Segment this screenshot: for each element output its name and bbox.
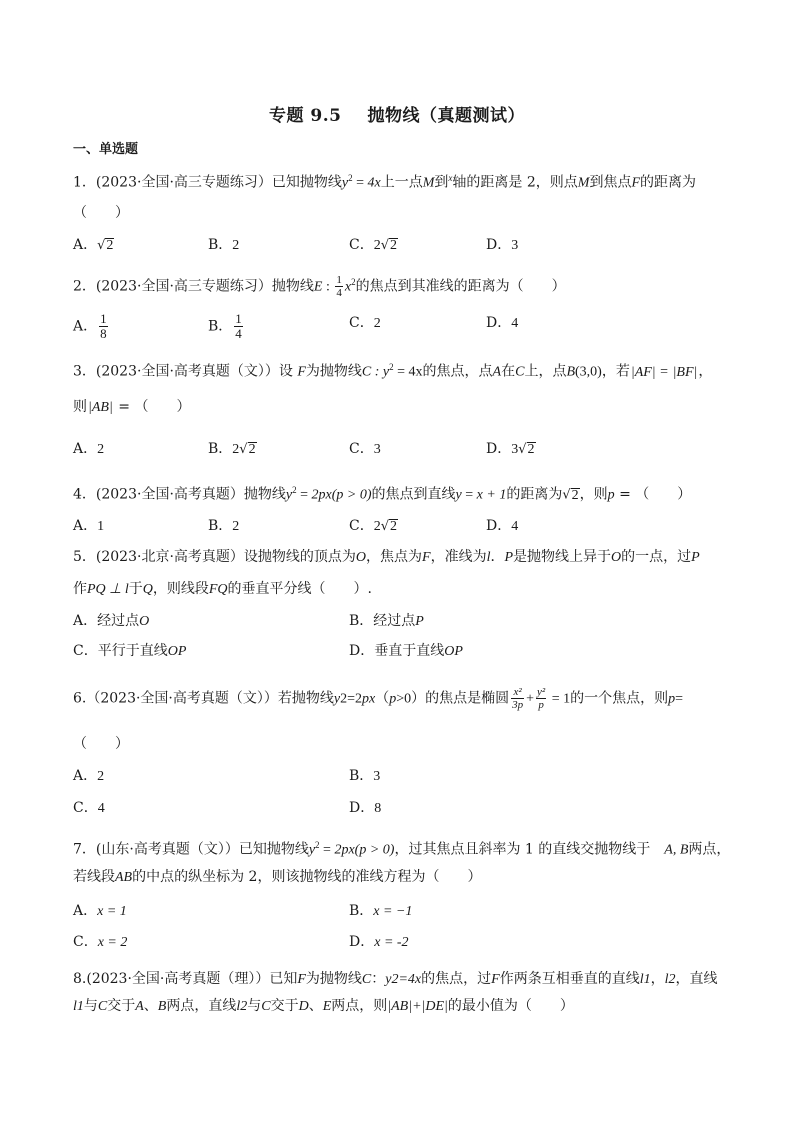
q4-option-a: A．1 bbox=[73, 518, 105, 534]
page-title bbox=[0, 101, 794, 126]
question-6: 6.（2023·全国·高考真题（文））若抛物线y2=2px（p>0）的焦点是椭圆 $\frac{\text{x²}}{3p}$ + $\frac{\text{y²}}{p}$ = 1的一个焦点，则p= bbox=[73, 686, 684, 711]
question-3: 3．(2023·全国·高考真题（文））设 F为抛物线C : $y^2 = 4x$的焦点，点A在C上，点B(3,0)，若|AF| = |BF|， bbox=[73, 362, 713, 380]
q5-option-c: C．平行于直线OP bbox=[73, 643, 187, 659]
q6-option-b: B．3 bbox=[349, 768, 381, 784]
q1-option-b: B．2 bbox=[208, 237, 240, 253]
q1-option-d: D．3 bbox=[486, 237, 519, 253]
q2-option-b: B． $\frac{1}{4}$ bbox=[208, 311, 242, 341]
title-topic: 专题 9.5 bbox=[269, 106, 342, 126]
q7-option-c: C．x = 2 bbox=[73, 934, 128, 950]
question-1-blank: （ ） bbox=[73, 205, 129, 221]
section-heading: 一、单选题 bbox=[73, 142, 139, 157]
question-2: 2．(2023·全国·高三专题练习）抛物线E : $\frac{1}{4}$ $x^2$的焦点到其准线的距离为（ ） bbox=[73, 274, 566, 300]
q6-option-c: C．4 bbox=[73, 800, 105, 816]
q5-option-d: D．垂直于直线OP bbox=[349, 643, 463, 659]
question-8-cont: l1与C交于A、B两点，直线l2与C交于D、E两点，则|AB|+|DE|的最小值为（ ） bbox=[73, 998, 574, 1014]
q1-option-a: A．√2 bbox=[73, 237, 114, 253]
q6-option-d: D．8 bbox=[349, 800, 382, 816]
q4-option-d: D．4 bbox=[486, 518, 519, 534]
question-4: 4．(2023·全国·高考真题）抛物线$y^2 = 2px(p > 0)$的焦点到直线y = x + 1的距离为√2，则p = （ ） bbox=[73, 485, 692, 503]
title-name: 抛物线（真题测试） bbox=[367, 106, 525, 126]
q2-option-c: C．2 bbox=[349, 315, 381, 331]
question-5-cont: 作PQ ⊥ l于Q，则线段FQ的垂直平分线（ ）. bbox=[73, 581, 372, 597]
q4-option-b: B．2 bbox=[208, 518, 240, 534]
question-8: 8.(2023·全国·高考真题（理））已知F为抛物线C：y2=4x的焦点，过F作两条互相垂直的直线l1，l2，直线 bbox=[73, 971, 718, 987]
q5-option-b: B．经过点P bbox=[349, 613, 424, 629]
q3-option-c: C．3 bbox=[349, 441, 381, 457]
q5-option-a: A．经过点O bbox=[73, 613, 150, 629]
q6-option-a: A．2 bbox=[73, 768, 105, 784]
question-7-cont: 若线段AB的中点的纵坐标为 2，则该抛物线的准线方程为（ ） bbox=[73, 869, 482, 885]
q7-option-d: D．x = -2 bbox=[349, 934, 409, 950]
q7-option-b: B．x = −1 bbox=[349, 903, 413, 919]
q3-option-d: D．3√2 bbox=[486, 441, 535, 457]
q2-option-d: D．4 bbox=[486, 315, 519, 331]
q4-option-c: C．2√2 bbox=[349, 518, 398, 534]
question-3-cont: 则|AB| = （ ） bbox=[73, 399, 191, 415]
question-1: 1．(2023·全国·高三专题练习）已知抛物线$y^2 = 4x$上一点M到$^x$轴的距离是 2，则点M到焦点F的距离为 bbox=[73, 173, 697, 191]
q7-option-a: A．x = 1 bbox=[73, 903, 127, 919]
question-5: 5．(2023·北京·高考真题）设抛物线的顶点为O，焦点为F，准线为l．P是抛物线上异于O的一点，过P bbox=[73, 549, 700, 565]
q2-option-a: A． $\frac{1}{8}$ bbox=[73, 311, 107, 341]
question-7: 7．(山东·高考真题（文））已知抛物线$y^2 = 2px(p > 0)$，过其焦点且斜率为 1 的直线交抛物线于 A, B两点， bbox=[73, 840, 731, 858]
q3-option-a: A．2 bbox=[73, 441, 105, 457]
question-6-blank: （ ） bbox=[73, 736, 129, 752]
q1-option-c: C．2√2 bbox=[349, 237, 398, 253]
q3-option-b: B．2√2 bbox=[208, 441, 256, 457]
